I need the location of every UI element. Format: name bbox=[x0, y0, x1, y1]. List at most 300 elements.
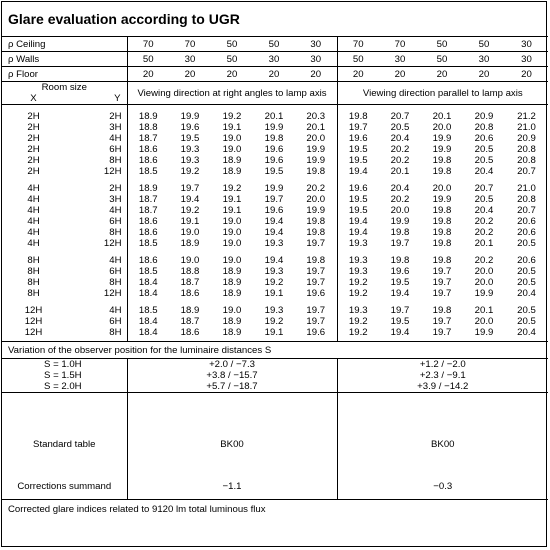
ugr-value-cell: 19.6 bbox=[295, 288, 337, 299]
ugr-value-cell: 19.3 bbox=[348, 255, 368, 266]
ugr-value-cell: 20.5 bbox=[517, 238, 536, 249]
ugr-value-cell: 19.9 bbox=[432, 194, 452, 205]
ugr-value-cell: 18.9 bbox=[138, 111, 158, 122]
ugr-value-cell: 19.1 bbox=[222, 205, 242, 216]
ugr-value-cell: 19.4 bbox=[390, 327, 410, 338]
ugr-value-cell: 20.5 bbox=[474, 194, 494, 205]
variation-row bbox=[2, 370, 548, 381]
ugr-value-cell: 20.5 bbox=[390, 122, 410, 133]
ugr-value-cell: 20.0 bbox=[390, 205, 410, 216]
ugr-value-cell: 20.3 bbox=[295, 111, 337, 122]
room-x-cell: 8H bbox=[27, 266, 40, 277]
ugr-value-cell: 19.0 bbox=[222, 305, 242, 316]
room-x-cell: 8H bbox=[27, 288, 40, 299]
ugr-value-cell: 18.9 bbox=[222, 166, 242, 177]
ugr-value-cell: 19.9 bbox=[295, 205, 337, 216]
ugr-value-cell: 20.1 bbox=[474, 238, 494, 249]
ugr-value-cell: 20.8 bbox=[517, 144, 536, 155]
table-row bbox=[2, 122, 548, 133]
ugr-value-cell: 19.6 bbox=[264, 205, 284, 216]
reflectance-value: 50 bbox=[421, 52, 463, 67]
ugr-value-cell: 19.1 bbox=[222, 194, 242, 205]
ugr-value-cell: 20.1 bbox=[474, 305, 494, 316]
reflectance-value: 30 bbox=[169, 52, 211, 67]
table-row bbox=[2, 194, 548, 205]
ugr-value-cell: 20.9 bbox=[474, 111, 494, 122]
ugr-value-cell: 20.6 bbox=[474, 133, 494, 144]
ugr-value-cell: 18.4 bbox=[138, 288, 158, 299]
ugr-value-cell: 19.7 bbox=[295, 238, 337, 249]
ugr-value-cell: 20.2 bbox=[474, 255, 494, 266]
reflectance-value: 20 bbox=[505, 67, 548, 82]
table-row bbox=[2, 144, 548, 155]
ugr-value-cell: 19.0 bbox=[180, 255, 200, 266]
ugr-value-cell: 20.7 bbox=[390, 111, 410, 122]
ugr-value-cell: 19.8 bbox=[295, 166, 337, 177]
ugr-value-cell: 18.6 bbox=[138, 216, 158, 227]
ugr-value-cell: 19.7 bbox=[295, 316, 337, 327]
reflectance-value: 50 bbox=[127, 52, 169, 67]
room-x-cell: 2H bbox=[27, 133, 40, 144]
ugr-value-cell: 19.5 bbox=[180, 133, 200, 144]
variation-distance: S = 1.5H bbox=[2, 370, 127, 381]
ugr-value-cell: 20.2 bbox=[390, 144, 410, 155]
corrections-row bbox=[2, 473, 548, 500]
table-row bbox=[2, 266, 548, 277]
ugr-value-cell: 19.2 bbox=[180, 205, 200, 216]
ugr-value-cell: 19.7 bbox=[432, 316, 452, 327]
variation-title: Variation of the observer position for the luminaire distances S bbox=[2, 342, 548, 359]
ugr-value-cell: 19.2 bbox=[264, 316, 284, 327]
y-axis-label: Y bbox=[65, 93, 127, 105]
ugr-value-cell: 19.6 bbox=[264, 144, 284, 155]
ugr-value-cell: 18.9 bbox=[222, 277, 242, 288]
table-row bbox=[2, 277, 548, 288]
ugr-value-cell: 19.0 bbox=[222, 144, 242, 155]
ugr-value-cell: 20.9 bbox=[517, 133, 536, 144]
ugr-value-cell: 19.1 bbox=[264, 288, 284, 299]
ugr-value-cell: 20.0 bbox=[432, 122, 452, 133]
ugr-value-cell: 18.7 bbox=[138, 205, 158, 216]
ugr-value-cell: 19.8 bbox=[432, 255, 452, 266]
ugr-value-cell: 18.9 bbox=[222, 316, 242, 327]
ugr-value-cell: 19.8 bbox=[295, 227, 337, 238]
ugr-value-cell: 18.9 bbox=[222, 266, 242, 277]
ugr-value-cell: 20.1 bbox=[432, 111, 452, 122]
reflectance-value: 20 bbox=[337, 67, 379, 82]
standard-table-perpendicular: BK00 bbox=[127, 393, 337, 474]
table-row bbox=[2, 238, 548, 249]
corrections-perpendicular: −1.1 bbox=[127, 473, 337, 500]
ugr-value-cell: 19.7 bbox=[295, 266, 337, 277]
reflectance-value: 50 bbox=[253, 37, 295, 52]
room-y-cell: 4H bbox=[65, 255, 127, 266]
ugr-value-cell: 19.4 bbox=[390, 288, 410, 299]
ugr-value-cell: 19.4 bbox=[348, 216, 368, 227]
ugr-value-cell: 18.4 bbox=[138, 327, 158, 338]
ugr-value-cell: 19.1 bbox=[180, 216, 200, 227]
ugr-value-cell: 18.9 bbox=[180, 238, 200, 249]
ugr-value-cell: 18.4 bbox=[138, 316, 158, 327]
room-x-cell: 4H bbox=[27, 183, 40, 194]
ugr-value-cell: 21.0 bbox=[517, 122, 536, 133]
ugr-value-cell: 19.0 bbox=[222, 255, 242, 266]
ugr-value-cell: 19.8 bbox=[390, 227, 410, 238]
room-size-label: Room size bbox=[2, 82, 127, 94]
reflectance-row bbox=[2, 67, 548, 82]
ugr-value-cell: 19.1 bbox=[264, 327, 284, 338]
reflectance-value: 20 bbox=[379, 67, 421, 82]
room-y-cell: 2H bbox=[65, 183, 127, 194]
reflectance-label: ρ Ceiling bbox=[2, 37, 127, 52]
table-row bbox=[2, 227, 548, 238]
reflectance-value: 20 bbox=[211, 67, 253, 82]
table-row bbox=[2, 183, 548, 194]
ugr-value-cell: 19.7 bbox=[390, 305, 410, 316]
ugr-value-cell: 19.8 bbox=[432, 238, 452, 249]
room-x-cell: 2H bbox=[27, 144, 40, 155]
ugr-value-cell: 19.2 bbox=[348, 316, 368, 327]
ugr-value-cell: 20.1 bbox=[295, 122, 337, 133]
ugr-value-cell: 20.5 bbox=[517, 266, 536, 277]
ugr-value-cell: 19.9 bbox=[295, 155, 337, 166]
ugr-value-cell: 18.7 bbox=[180, 316, 200, 327]
ugr-value-cell: 20.8 bbox=[517, 155, 536, 166]
ugr-value-cell: 18.6 bbox=[180, 288, 200, 299]
room-y-cell: 4H bbox=[65, 305, 127, 316]
ugr-value-cell: 19.6 bbox=[295, 327, 337, 338]
ugr-value-cell: 18.9 bbox=[222, 155, 242, 166]
table-row bbox=[2, 133, 548, 144]
ugr-value-cell: 20.0 bbox=[295, 194, 337, 205]
reflectance-value: 30 bbox=[505, 37, 548, 52]
room-y-cell: 8H bbox=[65, 277, 127, 288]
room-x-cell: 4H bbox=[27, 194, 40, 205]
ugr-value-cell: 18.9 bbox=[222, 327, 242, 338]
ugr-value-cell: 19.7 bbox=[432, 288, 452, 299]
reflectance-value: 70 bbox=[337, 37, 379, 52]
room-y-cell: 6H bbox=[65, 144, 127, 155]
ugr-value-cell: 19.4 bbox=[180, 194, 200, 205]
variation-title-row bbox=[2, 342, 548, 359]
ugr-value-cell: 20.8 bbox=[474, 122, 494, 133]
table-row bbox=[2, 288, 548, 299]
ugr-value-cell: 20.6 bbox=[517, 216, 536, 227]
direction-parallel-header: Viewing direction parallel to lamp axis bbox=[337, 82, 548, 105]
ugr-value-cell: 19.8 bbox=[432, 205, 452, 216]
ugr-sheet bbox=[1, 1, 547, 547]
variation-perpendicular: +5.7 / −18.7 bbox=[127, 381, 337, 393]
room-x-cell: 4H bbox=[27, 205, 40, 216]
ugr-value-cell: 19.1 bbox=[222, 122, 242, 133]
room-x-cell: 8H bbox=[27, 277, 40, 288]
room-x-cell: 2H bbox=[27, 111, 40, 122]
ugr-value-cell: 20.6 bbox=[517, 255, 536, 266]
reflectance-value: 70 bbox=[379, 37, 421, 52]
ugr-value-cell: 19.5 bbox=[390, 316, 410, 327]
room-y-cell: 4H bbox=[65, 205, 127, 216]
ugr-value-cell: 18.7 bbox=[138, 194, 158, 205]
ugr-value-cell: 19.5 bbox=[264, 166, 284, 177]
reflectance-value: 70 bbox=[127, 37, 169, 52]
room-y-cell: 12H bbox=[65, 288, 127, 299]
reflectance-value: 50 bbox=[211, 37, 253, 52]
ugr-value-cell: 19.0 bbox=[222, 133, 242, 144]
reflectance-label: ρ Walls bbox=[2, 52, 127, 67]
variation-parallel: +2.3 / −9.1 bbox=[419, 370, 466, 381]
ugr-value-cell: 18.5 bbox=[138, 305, 158, 316]
ugr-value-cell: 19.0 bbox=[222, 216, 242, 227]
variation-parallel: +1.2 / −2.0 bbox=[337, 359, 548, 371]
ugr-value-cell: 19.7 bbox=[432, 327, 452, 338]
ugr-value-cell: 19.8 bbox=[348, 111, 368, 122]
ugr-value-cell: 20.7 bbox=[474, 183, 494, 194]
x-axis-label: X bbox=[30, 93, 37, 104]
header-row bbox=[2, 82, 548, 94]
ugr-value-cell: 20.0 bbox=[295, 133, 337, 144]
ugr-value-cell: 19.6 bbox=[348, 183, 368, 194]
reflectance-value: 30 bbox=[253, 52, 295, 67]
corrections-label: Corrections summand bbox=[2, 473, 127, 500]
room-x-cell: 4H bbox=[27, 227, 40, 238]
ugr-value-cell: 19.6 bbox=[264, 155, 284, 166]
table-row bbox=[2, 111, 548, 122]
reflectance-value: 20 bbox=[253, 67, 295, 82]
ugr-value-cell: 19.9 bbox=[474, 327, 494, 338]
ugr-value-cell: 20.0 bbox=[474, 316, 494, 327]
ugr-value-cell: 19.6 bbox=[390, 266, 410, 277]
reflectance-value: 20 bbox=[127, 67, 169, 82]
ugr-value-cell: 20.4 bbox=[390, 183, 410, 194]
room-y-cell: 6H bbox=[65, 316, 127, 327]
standard-table-row bbox=[2, 393, 548, 474]
room-y-cell: 8H bbox=[65, 327, 127, 338]
ugr-value-cell: 18.8 bbox=[180, 266, 200, 277]
reflectance-value: 50 bbox=[421, 37, 463, 52]
variation-row bbox=[2, 381, 548, 393]
ugr-value-cell: 20.4 bbox=[390, 133, 410, 144]
ugr-value-cell: 19.3 bbox=[348, 266, 368, 277]
room-x-cell: 2H bbox=[27, 166, 40, 177]
ugr-value-cell: 19.4 bbox=[264, 216, 284, 227]
ugr-value-cell: 18.6 bbox=[138, 155, 158, 166]
ugr-value-cell: 20.1 bbox=[390, 166, 410, 177]
ugr-value-cell: 19.2 bbox=[180, 166, 200, 177]
ugr-value-cell: 19.9 bbox=[390, 216, 410, 227]
ugr-value-cell: 19.2 bbox=[348, 277, 368, 288]
ugr-value-cell: 20.0 bbox=[474, 277, 494, 288]
ugr-value-cell: 18.9 bbox=[222, 288, 242, 299]
reflectance-value: 20 bbox=[295, 67, 337, 82]
ugr-value-cell: 19.3 bbox=[348, 305, 368, 316]
ugr-value-cell: 19.0 bbox=[222, 238, 242, 249]
ugr-value-cell: 20.2 bbox=[390, 194, 410, 205]
table-row bbox=[2, 216, 548, 227]
table-row bbox=[2, 255, 548, 266]
ugr-value-cell: 19.7 bbox=[390, 238, 410, 249]
room-y-cell: 3H bbox=[65, 194, 127, 205]
room-y-cell: 12H bbox=[65, 166, 127, 177]
ugr-value-cell: 18.4 bbox=[138, 277, 158, 288]
ugr-value-cell: 20.0 bbox=[432, 183, 452, 194]
ugr-value-cell: 19.8 bbox=[432, 227, 452, 238]
table-row bbox=[2, 327, 548, 338]
ugr-value-cell: 19.4 bbox=[348, 227, 368, 238]
reflectance-value: 30 bbox=[295, 37, 337, 52]
variation-distance: S = 1.0H bbox=[2, 359, 127, 371]
ugr-value-cell: 19.8 bbox=[264, 133, 284, 144]
ugr-value-cell: 19.7 bbox=[264, 194, 284, 205]
ugr-value-cell: 20.5 bbox=[517, 316, 536, 327]
ugr-value-cell: 20.7 bbox=[517, 205, 536, 216]
room-y-cell: 6H bbox=[65, 216, 127, 227]
reflectance-row bbox=[2, 52, 548, 67]
ugr-value-cell: 20.7 bbox=[517, 166, 536, 177]
ugr-value-cell: 19.9 bbox=[432, 133, 452, 144]
ugr-value-cell: 20.4 bbox=[517, 288, 536, 299]
ugr-value-cell: 19.7 bbox=[348, 122, 368, 133]
ugr-value-cell: 19.3 bbox=[180, 155, 200, 166]
reflectance-value: 30 bbox=[295, 52, 337, 67]
ugr-value-cell: 19.6 bbox=[180, 122, 200, 133]
room-y-cell: 8H bbox=[65, 155, 127, 166]
table-row bbox=[2, 155, 548, 166]
ugr-value-cell: 18.9 bbox=[138, 183, 158, 194]
ugr-value-cell: 20.5 bbox=[517, 305, 536, 316]
ugr-value-cell: 19.4 bbox=[264, 227, 284, 238]
ugr-value-cell: 19.9 bbox=[432, 144, 452, 155]
table-row bbox=[2, 166, 548, 177]
ugr-value-cell: 19.5 bbox=[348, 144, 368, 155]
reflectance-value: 30 bbox=[463, 52, 505, 67]
ugr-value-cell: 19.8 bbox=[295, 255, 337, 266]
ugr-value-cell: 19.3 bbox=[264, 266, 284, 277]
ugr-value-cell: 18.6 bbox=[138, 227, 158, 238]
room-y-cell: 6H bbox=[65, 266, 127, 277]
variation-parallel: +3.9 / −14.2 bbox=[337, 381, 548, 393]
room-x-cell: 12H bbox=[24, 316, 43, 327]
ugr-value-cell: 18.8 bbox=[138, 122, 158, 133]
reflectance-value: 50 bbox=[337, 52, 379, 67]
ugr-value-cell: 19.8 bbox=[432, 166, 452, 177]
ugr-value-cell: 21.0 bbox=[517, 183, 536, 194]
ugr-value-cell: 19.4 bbox=[348, 166, 368, 177]
ugr-value-cell: 20.2 bbox=[390, 155, 410, 166]
room-x-cell: 2H bbox=[27, 155, 40, 166]
room-x-cell: 12H bbox=[24, 305, 43, 316]
ugr-value-cell: 19.3 bbox=[264, 238, 284, 249]
ugr-value-cell: 20.1 bbox=[264, 111, 284, 122]
ugr-value-cell: 18.5 bbox=[138, 266, 158, 277]
ugr-value-cell: 19.5 bbox=[348, 194, 368, 205]
room-y-cell: 2H bbox=[65, 111, 127, 122]
room-x-cell: 8H bbox=[27, 255, 40, 266]
corrections-parallel: −0.3 bbox=[433, 480, 453, 492]
table-row bbox=[2, 305, 548, 316]
ugr-value-cell: 19.7 bbox=[432, 277, 452, 288]
ugr-value-cell: 19.2 bbox=[264, 277, 284, 288]
ugr-value-cell: 18.6 bbox=[138, 144, 158, 155]
ugr-value-cell: 19.9 bbox=[264, 183, 284, 194]
ugr-value-cell: 19.7 bbox=[295, 305, 337, 316]
reflectance-value: 20 bbox=[463, 67, 505, 82]
ugr-value-cell: 19.3 bbox=[180, 144, 200, 155]
room-y-cell: 8H bbox=[65, 227, 127, 238]
direction-perpendicular-header: Viewing direction at right angles to lamp axis bbox=[127, 82, 337, 105]
ugr-value-cell: 18.6 bbox=[180, 327, 200, 338]
ugr-value-cell: 19.0 bbox=[180, 227, 200, 238]
ugr-value-cell: 18.9 bbox=[180, 305, 200, 316]
room-y-cell: 12H bbox=[65, 238, 127, 249]
ugr-value-cell: 18.7 bbox=[180, 277, 200, 288]
ugr-value-cell: 20.4 bbox=[474, 205, 494, 216]
table-row bbox=[2, 205, 548, 216]
reflectance-label: ρ Floor bbox=[2, 67, 127, 82]
ugr-value-cell: 19.2 bbox=[348, 327, 368, 338]
reflectance-value: 20 bbox=[421, 67, 463, 82]
ugr-value-cell: 19.8 bbox=[432, 155, 452, 166]
ugr-value-cell: 18.7 bbox=[138, 133, 158, 144]
ugr-value-cell: 19.8 bbox=[295, 216, 337, 227]
room-x-cell: 4H bbox=[27, 238, 40, 249]
ugr-value-cell: 19.7 bbox=[180, 183, 200, 194]
ugr-value-cell: 19.0 bbox=[222, 227, 242, 238]
ugr-value-cell: 19.2 bbox=[348, 288, 368, 299]
ugr-value-cell: 20.6 bbox=[517, 227, 536, 238]
ugr-value-cell: 19.9 bbox=[264, 122, 284, 133]
room-y-cell: 3H bbox=[65, 122, 127, 133]
page-title: Glare evaluation according to UGR bbox=[8, 11, 240, 27]
room-y-cell: 4H bbox=[65, 133, 127, 144]
ugr-value-cell: 19.3 bbox=[348, 238, 368, 249]
ugr-value-cell: 19.8 bbox=[390, 255, 410, 266]
room-x-cell: 4H bbox=[27, 216, 40, 227]
reflectance-value: 70 bbox=[169, 37, 211, 52]
ugr-value-cell: 19.9 bbox=[180, 111, 200, 122]
footer-note: Corrected glare indices related to 9120 lm total luminous flux bbox=[2, 500, 548, 519]
ugr-value-cell: 19.2 bbox=[222, 111, 242, 122]
ugr-value-cell: 21.2 bbox=[517, 111, 536, 122]
reflectance-value: 20 bbox=[169, 67, 211, 82]
ugr-table bbox=[2, 36, 548, 518]
room-x-cell: 12H bbox=[24, 327, 43, 338]
ugr-value-cell: 20.8 bbox=[517, 194, 536, 205]
ugr-value-cell: 19.5 bbox=[348, 205, 368, 216]
ugr-value-cell: 18.6 bbox=[138, 255, 158, 266]
table-row bbox=[2, 316, 548, 327]
ugr-value-cell: 19.7 bbox=[295, 277, 337, 288]
variation-row bbox=[2, 359, 548, 371]
reflectance-value: 50 bbox=[211, 52, 253, 67]
ugr-value-cell: 20.0 bbox=[474, 266, 494, 277]
ugr-value-cell: 19.7 bbox=[432, 266, 452, 277]
ugr-value-cell: 18.5 bbox=[138, 166, 158, 177]
variation-distance: S = 2.0H bbox=[2, 381, 127, 393]
ugr-value-cell: 19.9 bbox=[474, 288, 494, 299]
ugr-value-cell: 18.5 bbox=[138, 238, 158, 249]
reflectance-row bbox=[2, 37, 548, 52]
reflectance-value: 30 bbox=[379, 52, 421, 67]
reflectance-value: 50 bbox=[463, 37, 505, 52]
ugr-value-cell: 19.8 bbox=[432, 216, 452, 227]
footer-row bbox=[2, 500, 548, 519]
ugr-value-cell: 20.4 bbox=[517, 327, 536, 338]
variation-perpendicular: +2.0 / −7.3 bbox=[127, 359, 337, 371]
ugr-value-cell: 19.2 bbox=[222, 183, 242, 194]
reflectance-value: 30 bbox=[505, 52, 548, 67]
ugr-value-cell: 19.5 bbox=[348, 155, 368, 166]
standard-table-label: Standard table bbox=[2, 393, 127, 474]
